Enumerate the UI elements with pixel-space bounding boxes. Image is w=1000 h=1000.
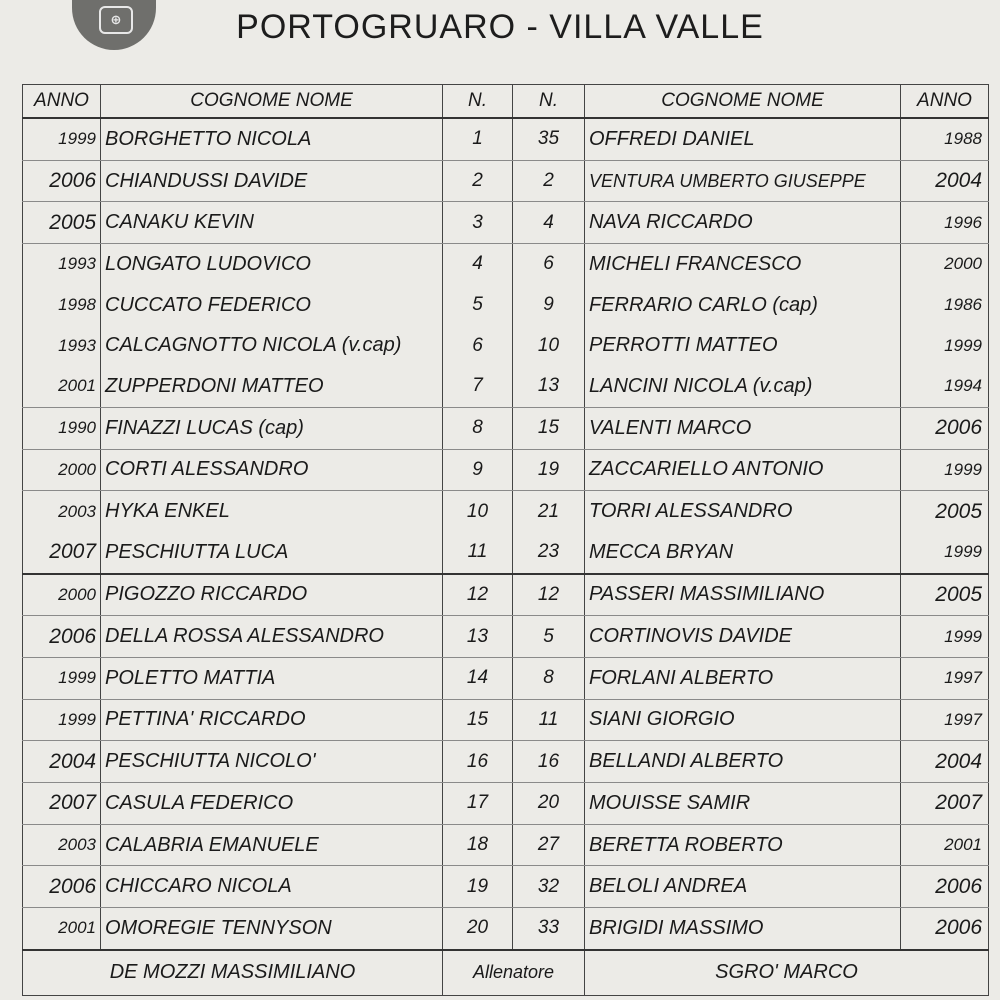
shirt-number-left: 7: [443, 366, 513, 407]
player-name-right: MECCA BRYAN: [585, 532, 901, 574]
shirt-number-left: 13: [443, 616, 513, 658]
player-name-right: OFFREDI DANIEL: [585, 118, 901, 160]
player-name-right: BRIGIDI MASSIMO: [585, 908, 901, 950]
player-name-left: CHICCARO NICOLA: [101, 866, 443, 908]
table-row: [23, 366, 989, 407]
shirt-number-right: 10: [513, 325, 585, 366]
table-row: [23, 908, 989, 950]
player-birth-year-right: 1997: [901, 657, 989, 699]
shirt-number-right: 35: [513, 118, 585, 160]
shirt-number-right: 12: [513, 574, 585, 616]
player-birth-year-right: 2005: [901, 491, 989, 532]
shirt-number-right: 16: [513, 741, 585, 783]
player-birth-year-right: 2000: [901, 244, 989, 285]
shirt-number-right: 6: [513, 244, 585, 285]
table-row: [23, 160, 989, 202]
player-birth-year-left: 2005: [23, 202, 101, 244]
player-name-right: TORRI ALESSANDRO: [585, 491, 901, 532]
player-birth-year-left: 2003: [23, 491, 101, 532]
player-name-right: CORTINOVIS DAVIDE: [585, 616, 901, 658]
player-name-right: VALENTI MARCO: [585, 407, 901, 449]
shirt-number-right: 33: [513, 908, 585, 950]
player-birth-year-right: 2005: [901, 574, 989, 616]
table-row: [23, 699, 989, 741]
table-row: [23, 824, 989, 866]
player-name-right: ZACCARIELLO ANTONIO: [585, 449, 901, 491]
player-birth-year-left: 1999: [23, 657, 101, 699]
player-birth-year-left: 2006: [23, 616, 101, 658]
shirt-number-left: 19: [443, 866, 513, 908]
shirt-number-left: 5: [443, 285, 513, 326]
player-name-right: MICHELI FRANCESCO: [585, 244, 901, 285]
player-birth-year-right: 2004: [901, 160, 989, 202]
player-name-left: OMOREGIE TENNYSON: [101, 908, 443, 950]
shirt-number-left: 17: [443, 783, 513, 825]
player-birth-year-left: 1993: [23, 244, 101, 285]
player-birth-year-right: 1986: [901, 285, 989, 326]
shirt-number-right: 11: [513, 699, 585, 741]
player-name-left: PESCHIUTTA NICOLO': [101, 741, 443, 783]
player-birth-year-right: 2007: [901, 783, 989, 825]
player-name-right: PERROTTI MATTEO: [585, 325, 901, 366]
shirt-number-left: 16: [443, 741, 513, 783]
player-name-right: MOUISSE SAMIR: [585, 783, 901, 825]
player-birth-year-left: 2007: [23, 532, 101, 574]
player-name-right: VENTURA UMBERTO GIUSEPPE: [585, 160, 901, 202]
player-birth-year-right: 1996: [901, 202, 989, 244]
table-row: [23, 574, 989, 616]
player-name-right: BERETTA ROBERTO: [585, 824, 901, 866]
shirt-number-right: 5: [513, 616, 585, 658]
header-number-left: N.: [443, 85, 513, 119]
shirt-number-right: 4: [513, 202, 585, 244]
shirt-number-left: 18: [443, 824, 513, 866]
table-row: [23, 325, 989, 366]
player-birth-year-left: 1999: [23, 699, 101, 741]
shirt-number-right: 2: [513, 160, 585, 202]
player-birth-year-left: 2000: [23, 574, 101, 616]
shirt-number-right: 20: [513, 783, 585, 825]
header-name-left: COGNOME NOME: [101, 85, 443, 119]
player-name-right: FORLANI ALBERTO: [585, 657, 901, 699]
player-name-right: NAVA RICCARDO: [585, 202, 901, 244]
shirt-number-right: 27: [513, 824, 585, 866]
shirt-number-right: 9: [513, 285, 585, 326]
shirt-number-left: 20: [443, 908, 513, 950]
table-row: [23, 491, 989, 532]
player-name-left: CASULA FEDERICO: [101, 783, 443, 825]
table-row: [23, 783, 989, 825]
header-anno-left: ANNO: [23, 85, 101, 119]
shirt-number-left: 15: [443, 699, 513, 741]
roster-table: [22, 84, 989, 996]
player-name-left: CALABRIA EMANUELE: [101, 824, 443, 866]
table-row: [23, 449, 989, 491]
coach-label: Allenatore: [443, 950, 585, 996]
player-birth-year-right: 1997: [901, 699, 989, 741]
player-name-right: BELOLI ANDREA: [585, 866, 901, 908]
player-name-left: ZUPPERDONI MATTEO: [101, 366, 443, 407]
player-birth-year-right: 1999: [901, 449, 989, 491]
table-row: [23, 657, 989, 699]
player-birth-year-left: 2003: [23, 824, 101, 866]
player-name-left: HYKA ENKEL: [101, 491, 443, 532]
player-birth-year-right: 1999: [901, 616, 989, 658]
player-birth-year-right: 1999: [901, 532, 989, 574]
player-name-left: DELLA ROSSA ALESSANDRO: [101, 616, 443, 658]
shirt-number-left: 10: [443, 491, 513, 532]
shirt-number-right: 23: [513, 532, 585, 574]
coach-row: [23, 950, 989, 996]
player-name-right: FERRARIO CARLO (cap): [585, 285, 901, 326]
player-name-right: LANCINI NICOLA (v.cap): [585, 366, 901, 407]
shirt-number-left: 1: [443, 118, 513, 160]
player-birth-year-left: 1998: [23, 285, 101, 326]
table-row: [23, 532, 989, 574]
shirt-number-right: 13: [513, 366, 585, 407]
player-name-left: CUCCATO FEDERICO: [101, 285, 443, 326]
crest-emblem-icon: ⊕: [99, 6, 133, 34]
player-name-left: BORGHETTO NICOLA: [101, 118, 443, 160]
player-name-left: PESCHIUTTA LUCA: [101, 532, 443, 574]
player-birth-year-right: 2006: [901, 866, 989, 908]
header-row: [23, 85, 989, 119]
player-birth-year-right: 1988: [901, 118, 989, 160]
header-number-right: N.: [513, 85, 585, 119]
player-name-right: PASSERI MASSIMILIANO: [585, 574, 901, 616]
player-name-left: POLETTO MATTIA: [101, 657, 443, 699]
player-birth-year-left: 2007: [23, 783, 101, 825]
table-row: [23, 616, 989, 658]
player-name-left: FINAZZI LUCAS (cap): [101, 407, 443, 449]
player-name-left: LONGATO LUDOVICO: [101, 244, 443, 285]
player-name-left: CHIANDUSSI DAVIDE: [101, 160, 443, 202]
player-name-left: CORTI ALESSANDRO: [101, 449, 443, 491]
shirt-number-right: 21: [513, 491, 585, 532]
player-birth-year-right: 2006: [901, 908, 989, 950]
shirt-number-left: 11: [443, 532, 513, 574]
table-row: [23, 202, 989, 244]
player-birth-year-left: 2006: [23, 160, 101, 202]
player-birth-year-right: 1994: [901, 366, 989, 407]
shirt-number-left: 14: [443, 657, 513, 699]
shirt-number-left: 9: [443, 449, 513, 491]
header-anno-right: ANNO: [901, 85, 989, 119]
player-birth-year-right: 2001: [901, 824, 989, 866]
coach-right: SGRO' MARCO: [585, 950, 989, 996]
player-name-right: BELLANDI ALBERTO: [585, 741, 901, 783]
player-name-right: SIANI GIORGIO: [585, 699, 901, 741]
player-name-left: CANAKU KEVIN: [101, 202, 443, 244]
player-birth-year-left: 2001: [23, 908, 101, 950]
shirt-number-left: 4: [443, 244, 513, 285]
player-birth-year-right: 2004: [901, 741, 989, 783]
shirt-number-right: 19: [513, 449, 585, 491]
match-title: PORTOGRUARO - VILLA VALLE: [236, 8, 764, 46]
player-birth-year-left: 2004: [23, 741, 101, 783]
player-birth-year-right: 2006: [901, 407, 989, 449]
shirt-number-left: 6: [443, 325, 513, 366]
table-row: [23, 741, 989, 783]
shirt-number-right: 32: [513, 866, 585, 908]
player-birth-year-left: 2000: [23, 449, 101, 491]
player-birth-year-left: 1990: [23, 407, 101, 449]
shirt-number-right: 15: [513, 407, 585, 449]
shirt-number-left: 2: [443, 160, 513, 202]
player-name-left: CALCAGNOTTO NICOLA (v.cap): [101, 325, 443, 366]
shirt-number-left: 12: [443, 574, 513, 616]
player-birth-year-left: 2001: [23, 366, 101, 407]
table-row: [23, 244, 989, 285]
player-birth-year-left: 1993: [23, 325, 101, 366]
player-birth-year-left: 1999: [23, 118, 101, 160]
player-birth-year-right: 1999: [901, 325, 989, 366]
header-name-right: COGNOME NOME: [585, 85, 901, 119]
table-row: [23, 118, 989, 160]
shirt-number-left: 3: [443, 202, 513, 244]
shirt-number-left: 8: [443, 407, 513, 449]
player-name-left: PIGOZZO RICCARDO: [101, 574, 443, 616]
table-row: [23, 285, 989, 326]
coach-left: DE MOZZI MASSIMILIANO: [23, 950, 443, 996]
player-name-left: PETTINA' RICCARDO: [101, 699, 443, 741]
shirt-number-right: 8: [513, 657, 585, 699]
table-row: [23, 407, 989, 449]
player-birth-year-left: 2006: [23, 866, 101, 908]
table-row: [23, 866, 989, 908]
